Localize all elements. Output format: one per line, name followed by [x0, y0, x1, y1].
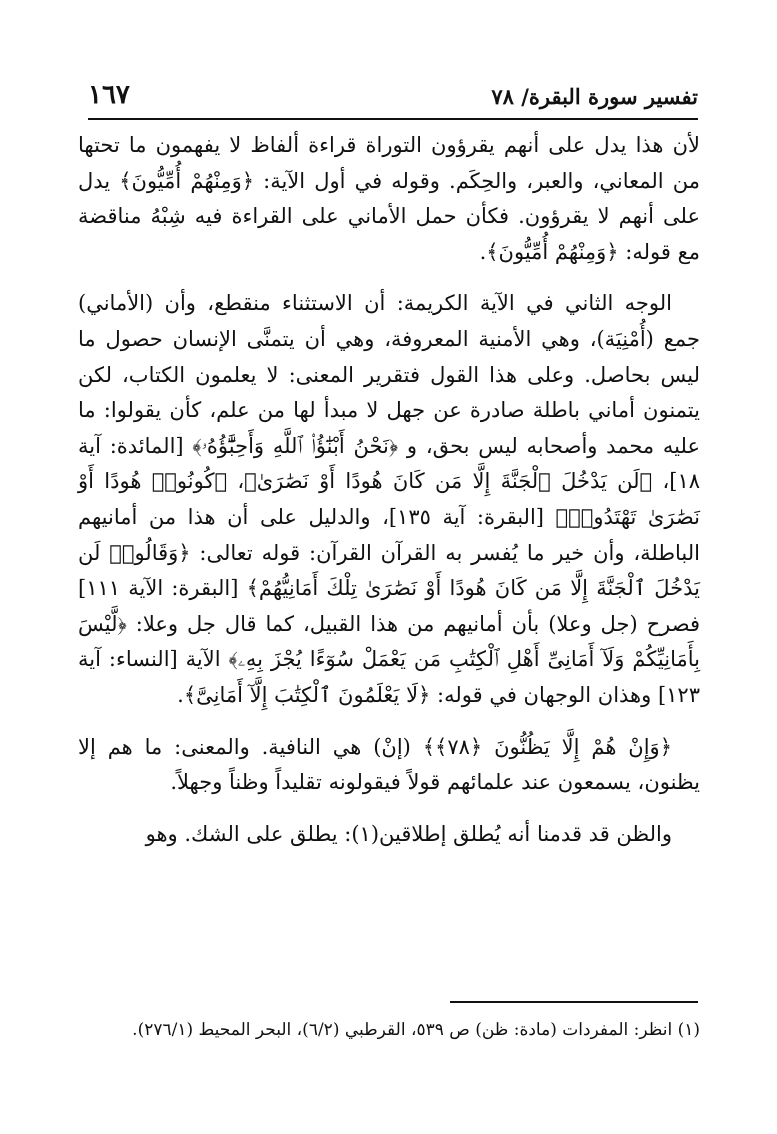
footnote-divider — [450, 1001, 698, 1003]
paragraph: الوجه الثاني في الآية الكريمة: أن الاستثناء منقطع، وأن (الأماني) جمع (أُمْنِيَة)، وهي الأمنية المعروفة، وهي أن يتمنَّى الإنسان حصول ما ليس بحاصل. وعلى هذا القول فتقرير المعنى: لا يعلمون الكتاب، لكن يتمنون أماني باطلة صادرة عن جهل لا مبدأ لها من علم، كأن يقولوا: ما عليه محمد وأصحابه ليس بحق، و ﴿نَحْنُ أَبْنَٰٓؤُا۟ ٱللَّهِ وَأَحِبَّٰٓؤُهُۥ﴾ [المائدة: آية ١٨]، ﴿لَن يَدْخُلَ ٱلْجَنَّةَ إِلَّا مَن كَانَ هُودًا أَوْ نَصَٰرَىٰ﴾، ﴿كُونُوا۟ هُودًا أَوْ نَصَٰرَىٰ تَهْتَدُوا۟﴾ [البقرة: آية ١٣٥]، والدليل على أن هذا من أمانيهم الباطلة، وأن خير ما يُفسر به القرآن القرآن: قوله تعالى: ﴿وَقَالُوا۟ لَن يَدْخُلَ ٱلْجَنَّةَ إِلَّا مَن كَانَ هُودًا أَوْ نَصَٰرَىٰ تِلْكَ أَمَانِيُّهُمْ﴾ [البقرة: الآية ١١١] فصرح (جل وعلا) بأن أمانيهم من هذا القبيل، كما قال جل وعلا: ﴿لَّيْسَ بِأَمَانِيِّكُمْ وَلَآ أَمَانِىِّ أَهْلِ ٱلْكِتَٰبِ مَن يَعْمَلْ سُوٓءًا يُجْزَ بِهِۦ﴾ الآية [النساء: آية ١٢٣] وهذان الوجهان في قوله: ﴿لَا يَعْلَمُونَ ٱلْكِتَٰبَ إِلَّآ أَمَانِىَّ﴾. — [78, 291, 700, 707]
footnote — [78, 1012, 700, 1048]
paragraph: لأن هذا يدل على أنهم يقرؤون التوراة قراءة ألفاظ لا يفهمون ما تحتها من المعاني، والعبر، والحِكَم. وقوله في أول الآية: ﴿وَمِنْهُمْ أُمِّيُّونَ﴾ يدل على أنهم لا يقرؤون. فكأن حمل الأماني على القراءة فيه شِبْهُ مناقضة مع قوله: ﴿وَمِنْهُمْ أُمِّيُّونَ﴾. — [78, 133, 700, 264]
paragraph-spacer — [78, 801, 700, 817]
header-divider — [88, 118, 698, 120]
page-number: ١٦٧ — [88, 80, 130, 110]
running-title: تفسير سورة البقرة/ ٧٨ — [491, 84, 698, 109]
paragraph: والظن قد قدمنا أنه يُطلق إطلاقين(١): يطلق على الشك. وهو — [145, 821, 672, 846]
paragraph: ﴿وَإِنْ هُمْ إِلَّا يَظُنُّونَ ﴿٧٨﴾﴾ (إنْ) هي النافية. والمعنى: ما هم إلا يظنون، يسمعون عند علمائهم قولاً فيقولونه تقليداً وظناً وجهلاً. — [78, 734, 700, 795]
paragraph-spacer — [78, 714, 700, 730]
footnote-text: (١) انظر: المفردات (مادة: ظن) ص ٥٣٩، القرطبي (٦/٢)، البحر المحيط (٢٧٦/١). — [132, 1020, 700, 1040]
body-text — [78, 128, 700, 852]
paragraph-spacer — [78, 270, 700, 286]
page-header — [88, 78, 698, 114]
